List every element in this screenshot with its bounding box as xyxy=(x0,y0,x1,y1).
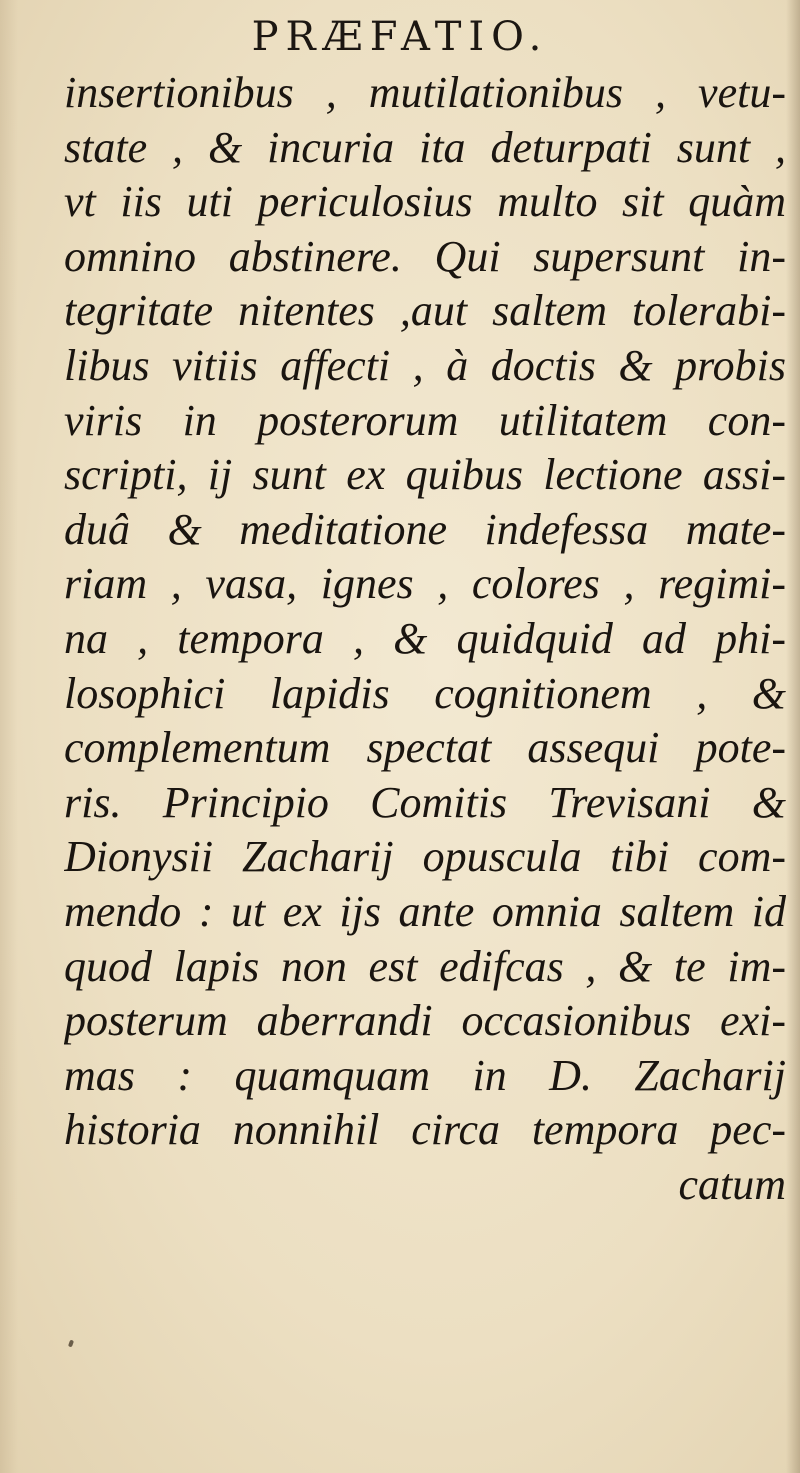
text-line: vt iis uti periculosius multo sit quàm xyxy=(64,177,786,227)
text-line: riam , vasa, ignes , colores , regimi- xyxy=(64,559,786,609)
running-head: PRÆFATIO. xyxy=(251,14,549,60)
text-line: mendo : ut ex ijs ante omnia saltem id xyxy=(64,886,786,936)
text-line: libus vitiis affecti , à doctis & probis xyxy=(64,340,786,390)
text-line: viris in posterorum utilitatem con- xyxy=(64,395,786,445)
text-line: complementum spectat assequi pote- xyxy=(64,723,786,773)
catchword: catum xyxy=(678,1159,786,1209)
text-line: state , & incuria ita deturpati sunt , xyxy=(64,122,786,172)
text-line: Dionysii Zacharij opuscula tibi com- xyxy=(64,832,786,882)
text-line: historia nonnihil circa tempora pec- xyxy=(64,1105,786,1155)
text-line: insertionibus , mutilationibus , vetu- xyxy=(64,68,786,117)
text-line: scripti, ij sunt ex quibus lectione assi- xyxy=(64,450,786,500)
text-line: tegritate nitentes ,aut saltem tolerabi- xyxy=(64,286,786,336)
text-line: duâ & meditatione indefessa mate- xyxy=(64,504,786,554)
text-line: na , tempora , & quidquid ad phi- xyxy=(64,613,786,663)
text-line: mas : quamquam in D. Zacharij xyxy=(64,1050,786,1100)
text-line: ris. Principio Comitis Trevisani & xyxy=(64,777,786,827)
text-line: quod lapis non est edifcas , & te im- xyxy=(64,941,786,991)
ink-speck xyxy=(68,1340,74,1348)
body-text xyxy=(64,66,786,1212)
text-line: posterum aberrandi occasionibus exi- xyxy=(64,996,786,1046)
text-line: omnino abstinere. Qui supersunt in- xyxy=(64,231,786,281)
text-line: losophici lapidis cognitionem , & xyxy=(64,668,786,718)
